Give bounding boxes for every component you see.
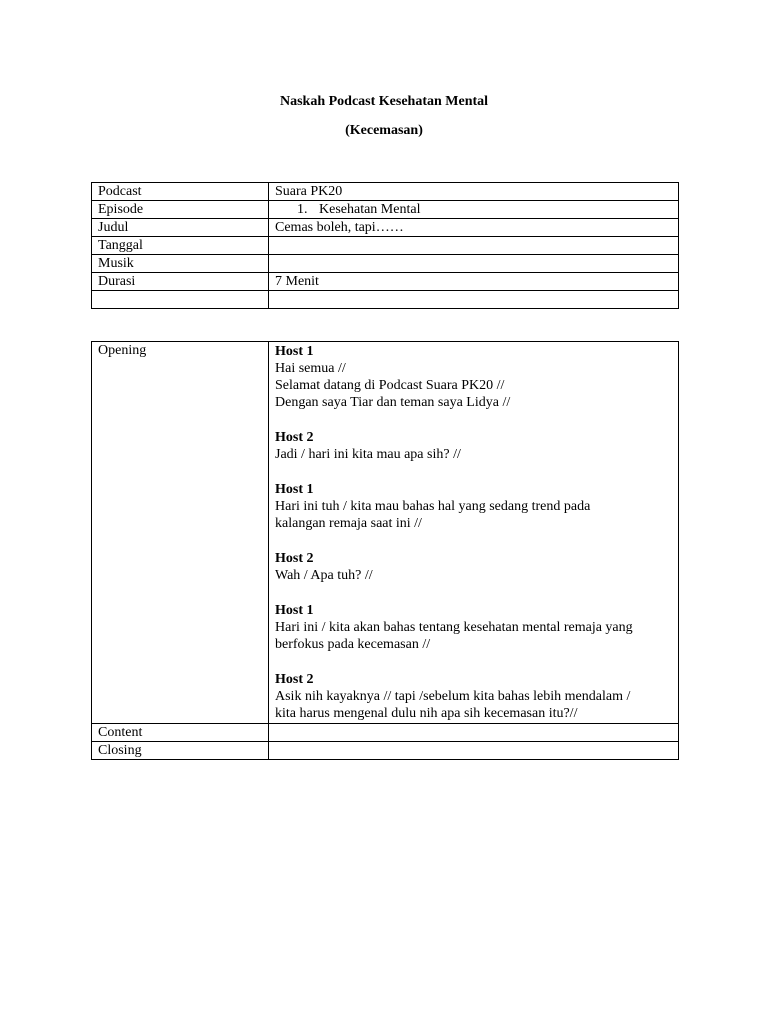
dialog-block xyxy=(275,550,672,584)
speaker-label: Host 2 xyxy=(275,672,314,687)
dialog-line: Hai semua // xyxy=(275,361,346,376)
dialog-line: Wah / Apa tuh? // xyxy=(275,568,373,583)
info-value: 7 Menit xyxy=(269,273,679,291)
section-label-opening: Opening xyxy=(92,342,269,724)
info-row-judul xyxy=(92,219,679,237)
speaker-label: Host 2 xyxy=(275,430,314,445)
info-label: Musik xyxy=(92,255,269,273)
episode-name: Kesehatan Mental xyxy=(319,202,421,217)
info-value: Cemas boleh, tapi…… xyxy=(269,219,679,237)
script-row-opening xyxy=(92,342,679,724)
info-label xyxy=(92,291,269,309)
content-cell xyxy=(269,724,679,742)
dialog-line: Selamat datang di Podcast Suara PK20 // xyxy=(275,378,505,393)
dialog-line: Hari ini / kita akan bahas tentang kesehatan mental remaja yang xyxy=(275,620,633,635)
info-label: Tanggal xyxy=(92,237,269,255)
info-row-empty xyxy=(92,291,679,309)
info-row-musik xyxy=(92,255,679,273)
section-label-closing: Closing xyxy=(92,742,269,760)
dialog-block xyxy=(275,343,672,411)
info-label: Episode xyxy=(92,201,269,219)
closing-cell xyxy=(269,742,679,760)
info-label: Durasi xyxy=(92,273,269,291)
speaker-label: Host 2 xyxy=(275,551,314,566)
podcast-info-table xyxy=(91,182,679,309)
dialog-block xyxy=(275,481,672,532)
dialog-block xyxy=(275,602,672,653)
dialog-line: kalangan remaja saat ini // xyxy=(275,516,422,531)
speaker-label: Host 1 xyxy=(275,344,314,359)
info-row-podcast xyxy=(92,183,679,201)
dialog-block xyxy=(275,671,672,722)
document-title: Naskah Podcast Kesehatan Mental xyxy=(279,94,489,109)
script-table xyxy=(91,341,679,760)
dialog-block xyxy=(275,429,672,463)
info-row-episode xyxy=(92,201,679,219)
speaker-label: Host 1 xyxy=(275,482,314,497)
opening-dialog xyxy=(269,342,679,724)
info-row-durasi xyxy=(92,273,679,291)
episode-list-number: 1. xyxy=(297,202,308,217)
info-row-tanggal xyxy=(92,237,679,255)
document-subtitle: (Kecemasan) xyxy=(345,123,423,138)
dialog-line: Asik nih kayaknya // tapi /sebelum kita bahas lebih mendalam / xyxy=(275,689,631,704)
info-value xyxy=(269,201,679,219)
speaker-label: Host 1 xyxy=(275,603,314,618)
info-label: Judul xyxy=(92,219,269,237)
script-row-closing xyxy=(92,742,679,760)
dialog-line: kita harus mengenal dulu nih apa sih kecemasan itu?// xyxy=(275,706,578,721)
info-value xyxy=(269,291,679,309)
info-value xyxy=(269,255,679,273)
dialog-line: Dengan saya Tiar dan teman saya Lidya // xyxy=(275,395,511,410)
dialog-line: berfokus pada kecemasan // xyxy=(275,637,431,652)
info-value xyxy=(269,237,679,255)
dialog-line: Jadi / hari ini kita mau apa sih? // xyxy=(275,447,461,462)
info-value: Suara PK20 xyxy=(269,183,679,201)
dialog-line: Hari ini tuh / kita mau bahas hal yang sedang trend pada xyxy=(275,499,591,514)
info-label: Podcast xyxy=(92,183,269,201)
section-label-content: Content xyxy=(92,724,269,742)
script-row-content xyxy=(92,724,679,742)
